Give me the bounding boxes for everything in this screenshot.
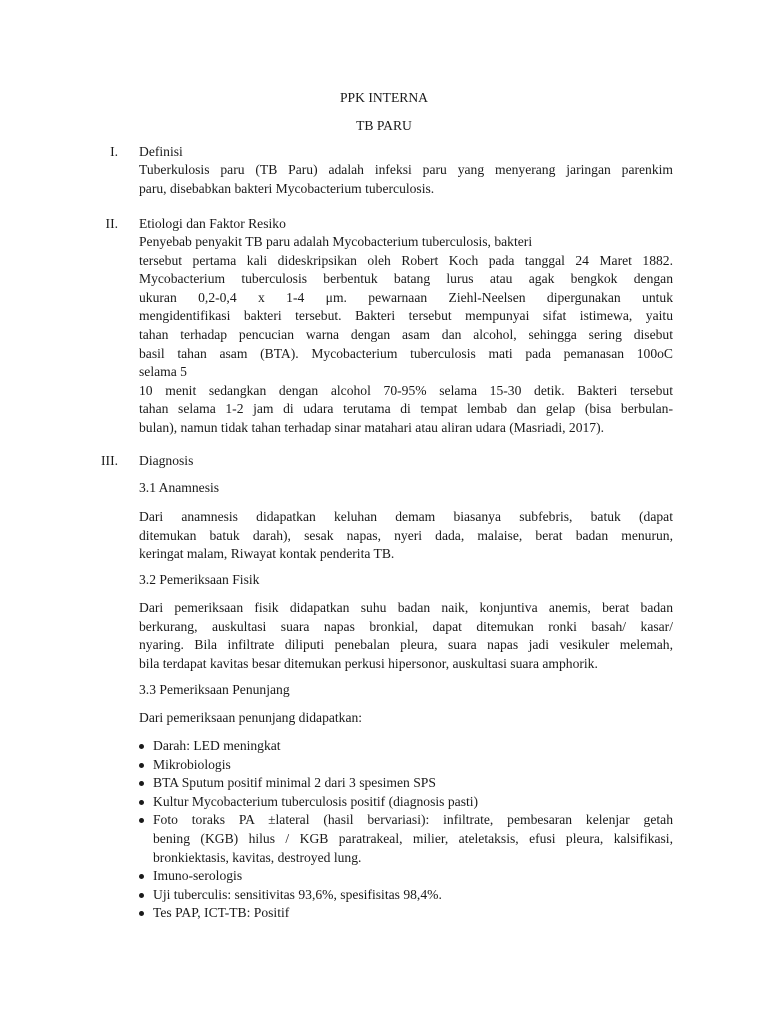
document-title: PPK INTERNA (340, 90, 428, 105)
section-body-definisi (139, 161, 673, 198)
findings-bullet-list (139, 737, 673, 923)
list-item (139, 793, 673, 812)
paragraph-line: selama 5 (139, 364, 187, 380)
paragraph-line: tersebut pertama kali dideskripsikan oleh Robert Koch pada tanggal 24 Maret 1882. (139, 252, 673, 268)
bullet-dot-icon (139, 763, 144, 768)
paragraph-line: Tuberkulosis paru (TB Paru) adalah infeksi paru yang menyerang jaringan parenkim (139, 162, 673, 177)
section-number-3: III. (101, 453, 118, 468)
paragraph-line: keringat malam, Riwayat kontak penderita TB. (139, 546, 395, 562)
paragraph-line: 10 menit sedangkan dengan alcohol 70-95% selama 15-30 detik. Bakteri tersebut (139, 382, 673, 398)
bullet-dot-icon (139, 781, 144, 786)
paragraph-line: Dari anamnesis didapatkan keluhan demam biasanya subfebris, batuk (dapat (139, 509, 673, 524)
list-item (139, 904, 673, 923)
subsection-heading-pemeriksaan-penunjang: 3.3 Pemeriksaan Penunjang (139, 682, 290, 697)
list-item-text: Kultur Mycobacterium tuberculosis positif (diagnosis pasti) (153, 793, 479, 809)
paragraph-line: bila terdapat kavitas besar ditemukan perkusi hipersonor, auskultasi suara amphorik. (139, 655, 598, 671)
list-item (139, 811, 673, 867)
section-number-2: II. (105, 216, 118, 231)
list-item-text: Imuno-serologis (153, 868, 243, 884)
bullet-dot-icon (139, 800, 144, 805)
paragraph-line: berkurang, auskultasi suara napas bronkial, dapat ditemukan ronki basah/ kasar/ (139, 618, 673, 634)
bullet-dot-icon (139, 893, 144, 898)
list-item (139, 737, 673, 756)
subsection-intro-penunjang: Dari pemeriksaan penunjang didapatkan: (139, 710, 363, 725)
list-item (139, 886, 673, 905)
paragraph-line: paru, disebabkan bakteri Mycobacterium tuberculosis. (139, 180, 435, 196)
paragraph-line: ukuran 0,2-0,4 x 1-4 μm. pewarnaan Ziehl-Neelsen dipergunakan untuk (139, 289, 673, 305)
section-heading-diagnosis: Diagnosis (139, 453, 194, 468)
subsection-heading-anamnesis: 3.1 Anamnesis (139, 480, 220, 495)
list-item (139, 774, 673, 793)
subsection-heading-pemeriksaan-fisik: 3.2 Pemeriksaan Fisik (139, 572, 260, 587)
paragraph-line: Dari pemeriksaan fisik didapatkan suhu badan naik, konjuntiva anemis, berat badan (139, 600, 673, 615)
section-heading-etiologi: Etiologi dan Faktor Resiko (139, 216, 286, 231)
bullet-dot-icon (139, 744, 144, 749)
list-item-text: Tes PAP, ICT-TB: Positif (153, 905, 290, 921)
subsection-body-pemeriksaan-fisik (139, 599, 673, 673)
list-item-text: Mikrobiologis (153, 756, 231, 772)
paragraph-line: basil tahan asam (BTA). Mycobacterium tuberculosis mati pada pemanasan 100oC (139, 345, 673, 361)
section-body-etiologi (139, 233, 673, 438)
list-item (139, 756, 673, 775)
paragraph-line: Penyebab penyakit TB paru adalah Mycobacterium tuberculosis, bakteri (139, 234, 533, 249)
section-heading-definisi: Definisi (139, 144, 183, 159)
section-number-1: I. (110, 144, 118, 159)
paragraph-line: Mycobacterium tuberculosis berbentuk batang lurus atau agak bengkok dengan (139, 271, 673, 287)
paragraph-line: bulan), namun tidak tahan terhadap sinar matahari atau aliran udara (Masriadi, 2017). (139, 419, 605, 435)
paragraph-line: mengidentifikasi bakteri tersebut. Bakteri tersebut mempunyai sifat istimewa, yaitu (139, 308, 673, 324)
list-item-text: Foto toraks PA ±lateral (hasil bervariasi): infiltrate, pembesaran kelenjar getah (153, 812, 673, 828)
paragraph-line: tahan terhadap pencucian warna dengan asam dan alcohol, sehingga sering disebut (139, 326, 673, 342)
list-item-text: BTA Sputum positif minimal 2 dari 3 spesimen SPS (153, 775, 436, 791)
list-item-text: bronkiektasis, kavitas, destroyed lung. (153, 849, 362, 865)
paragraph-line: tahan selama 1-2 jam di udara terutama di tempat lembab dan gelap (bisa berbulan- (139, 401, 673, 417)
paragraph-line: nyaring. Bila infiltrate diliputi penebalan pleura, suara napas jadi vesikuler melemah, (139, 637, 673, 653)
subsection-body-anamnesis (139, 508, 673, 564)
list-item-text: Darah: LED meningkat (153, 738, 281, 753)
list-item-text: bening (KGB) hilus / KGB paratrakeal, milier, ateletaksis, efusi pleura, kalsifikasi, (153, 830, 673, 846)
document-subtitle: TB PARU (356, 118, 412, 133)
bullet-dot-icon (139, 874, 144, 879)
list-item (139, 867, 673, 886)
bullet-dot-icon (139, 818, 144, 823)
paragraph-line: ditemukan batuk darah), sesak napas, nyeri dada, malaise, berat badan menurun, (139, 527, 673, 543)
list-item-text: Uji tuberculis: sensitivitas 93,6%, spesifisitas 98,4%. (153, 886, 442, 902)
bullet-dot-icon (139, 911, 144, 916)
